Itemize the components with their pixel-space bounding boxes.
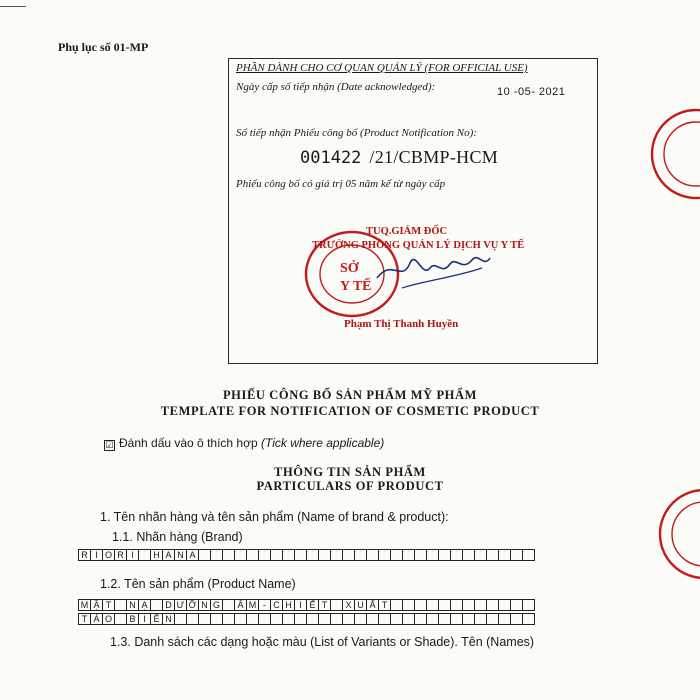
grid-cell: T — [102, 599, 115, 611]
grid-cell: A — [162, 549, 175, 561]
tick-instruction — [104, 436, 384, 451]
item-product-name: 1.2. Tên sản phẩm (Product Name) — [100, 577, 296, 591]
grid-cell: N — [162, 613, 175, 625]
grid-cell: C — [270, 599, 283, 611]
edge-seal-icon-2 — [648, 484, 700, 584]
checkbox-icon: ☑ — [105, 440, 114, 450]
edge-seal-icon — [636, 104, 700, 204]
grid-cell: N — [174, 549, 187, 561]
grid-cell — [522, 549, 535, 561]
official-use-header: PHẦN DÀNH CHO CƠ QUAN QUẢN LÝ (FOR OFFICIAL USE) — [236, 62, 528, 74]
grid-cell: X — [342, 599, 355, 611]
signer-name: Phạm Thị Thanh Huyền — [344, 318, 459, 330]
grid-cell: Ư — [174, 599, 187, 611]
seal-text-line2: Y TẾ — [340, 279, 372, 294]
grid-cell: Ẩ — [234, 599, 247, 611]
grid-cell: R — [114, 549, 127, 561]
date-acknowledged-value: 10 -05- 2021 — [497, 86, 566, 98]
product-name-grid-row2 — [78, 613, 534, 625]
item-brand-product: 1. Tên nhãn hàng và tên sản phẩm (Name of brand & product): — [100, 510, 449, 524]
grid-cell: Ỡ — [186, 599, 199, 611]
grid-cell: D — [162, 599, 175, 611]
grid-cell: Ặ — [90, 599, 103, 611]
signer-title-1: TUQ.GIÁM ĐỐC — [366, 226, 448, 237]
grid-cell: N — [198, 599, 211, 611]
item-brand: 1.1. Nhãn hàng (Brand) — [112, 530, 243, 544]
grid-cell: Ả — [90, 613, 103, 625]
grid-cell: U — [354, 599, 367, 611]
grid-cell: Ế — [306, 599, 319, 611]
grid-cell: Ể — [150, 613, 163, 625]
grid-cell — [522, 599, 535, 611]
notification-number-suffix: /21/CBMP-HCM — [369, 147, 499, 167]
grid-cell: M — [246, 599, 259, 611]
grid-cell: H — [150, 549, 163, 561]
item-variants: 1.3. Danh sách các dạng hoặc màu (List of Variants or Shade). Tên (Names) — [110, 635, 535, 649]
grid-cell: I — [126, 549, 139, 561]
notification-number-value — [300, 147, 498, 168]
brand-grid — [78, 549, 534, 561]
grid-cell: - — [258, 599, 271, 611]
section-title-en: PARTICULARS OF PRODUCT — [256, 479, 444, 493]
seal-text: SỞ — [340, 261, 359, 276]
grid-cell: Ấ — [366, 599, 379, 611]
grid-cell: T — [378, 599, 391, 611]
grid-cell: R — [78, 549, 91, 561]
signer-title-2: TRƯỞNG PHÒNG QUẢN LÝ DỊCH VỤ Y TẾ — [312, 240, 525, 251]
notification-number: 001422 — [300, 148, 362, 168]
grid-cell: T — [318, 599, 331, 611]
tick-instruction-hint: (Tick where applicable) — [260, 436, 385, 450]
document-title-vn: PHIẾU CÔNG BỐ SẢN PHẨM MỸ PHẨM — [222, 388, 478, 402]
tick-instruction-text: Đánh dấu vào ô thích hợp — [119, 436, 258, 450]
validity-note: Phiếu công bố có giá trị 05 năm kể từ ngày cấp — [236, 178, 446, 190]
grid-cell: O — [102, 613, 115, 625]
date-acknowledged-label: Ngày cấp số tiếp nhận (Date acknowledged): — [236, 81, 436, 93]
grid-cell: I — [90, 549, 103, 561]
grid-cell: N — [126, 599, 139, 611]
notification-number-label: Số tiếp nhận Phiếu công bố (Product Notification No): — [236, 127, 477, 139]
fold-line — [0, 6, 26, 7]
grid-cell: I — [138, 613, 151, 625]
grid-cell: Ạ — [138, 599, 151, 611]
product-name-grid-row1 — [78, 599, 534, 611]
section-title-vn: THÔNG TIN SẢN PHẨM — [274, 465, 426, 479]
document-title-en: TEMPLATE FOR NOTIFICATION OF COSMETIC PRODUCT — [160, 404, 540, 418]
signature-icon — [372, 238, 492, 298]
grid-cell: H — [282, 599, 295, 611]
grid-cell: M — [78, 599, 91, 611]
grid-cell: B — [126, 613, 139, 625]
grid-cell: I — [294, 599, 307, 611]
grid-cell: A — [186, 549, 199, 561]
grid-cell: T — [78, 613, 91, 625]
annex-label: Phụ lục số 01-MP — [58, 40, 149, 54]
grid-cell: G — [210, 599, 223, 611]
grid-cell: O — [102, 549, 115, 561]
grid-cell — [522, 613, 535, 625]
